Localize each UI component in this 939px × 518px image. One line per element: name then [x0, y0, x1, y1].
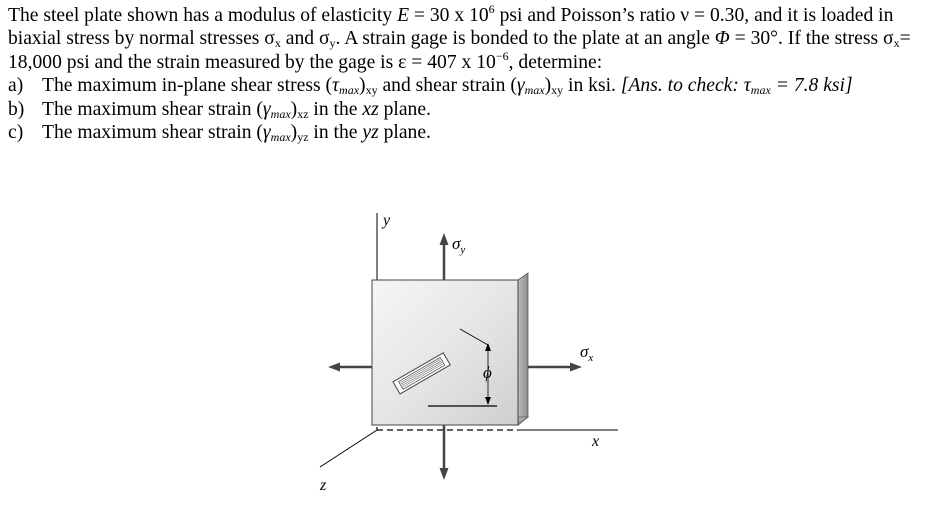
y-axis-label: y	[383, 212, 391, 229]
question-a-text: The maximum in-plane shear stress $(\tau_{max})_{xy}$ and shear strain $(\gamma_{max})_{xy}$ in ksi. [Ans. to check: $\tau_{max} = 7.8$ ksi]	[42, 75, 853, 98]
sigma-y-label: $\sigma_y$	[452, 234, 466, 256]
question-c	[8, 121, 933, 144]
plate-right-edge	[518, 273, 528, 425]
question-c-text: The maximum shear strain $(\gamma_{max})_{yz}$ in the yz plane.	[42, 122, 431, 145]
plate-diagram	[300, 205, 640, 515]
z-axis-label: z	[320, 477, 327, 494]
phi-label: ϕ	[483, 363, 492, 382]
sigma-x-arrowhead-left	[328, 363, 340, 372]
answer-check: [Ans. to check: $\tau_{max} = 7.8$ ksi]	[620, 75, 853, 98]
question-b	[8, 98, 933, 121]
question-a	[8, 74, 933, 97]
question-b-text: The maximum shear strain $(\gamma_{max})_{xz}$ in the xz plane.	[42, 98, 431, 121]
sigma-x-label: $\sigma_x$	[580, 342, 594, 364]
x-axis-label: x	[592, 433, 600, 450]
question-a-label: a)	[8, 75, 24, 97]
modulus-symbol: E	[397, 5, 410, 26]
phi-symbol: Φ	[714, 28, 730, 50]
sigma-y-arrowhead-up	[440, 233, 449, 245]
problem-statement	[8, 4, 933, 144]
intro-paragraph: The steel plate shown has a modulus of elasticity E = 30 x $10^6$ psi and Poisson’s ratio ν = 0.30, and it is loaded in biaxial stress by normal stresses $\sigma_x$ and $\sigma_y$. A strain gage is bonded to the plate at an angle Φ = 30°. If the stress $\sigma_x= 18,000$ psi and the strain measured by the gage is ε = 407 x $10^{-6}$, determine:	[8, 2, 911, 73]
sigma-y-arrowhead-down	[440, 468, 449, 480]
question-c-label: c)	[8, 122, 24, 144]
sigma-x-arrowhead-right	[570, 363, 582, 372]
plate-face	[372, 280, 518, 425]
question-b-label: b)	[8, 98, 25, 120]
z-axis	[320, 430, 377, 467]
